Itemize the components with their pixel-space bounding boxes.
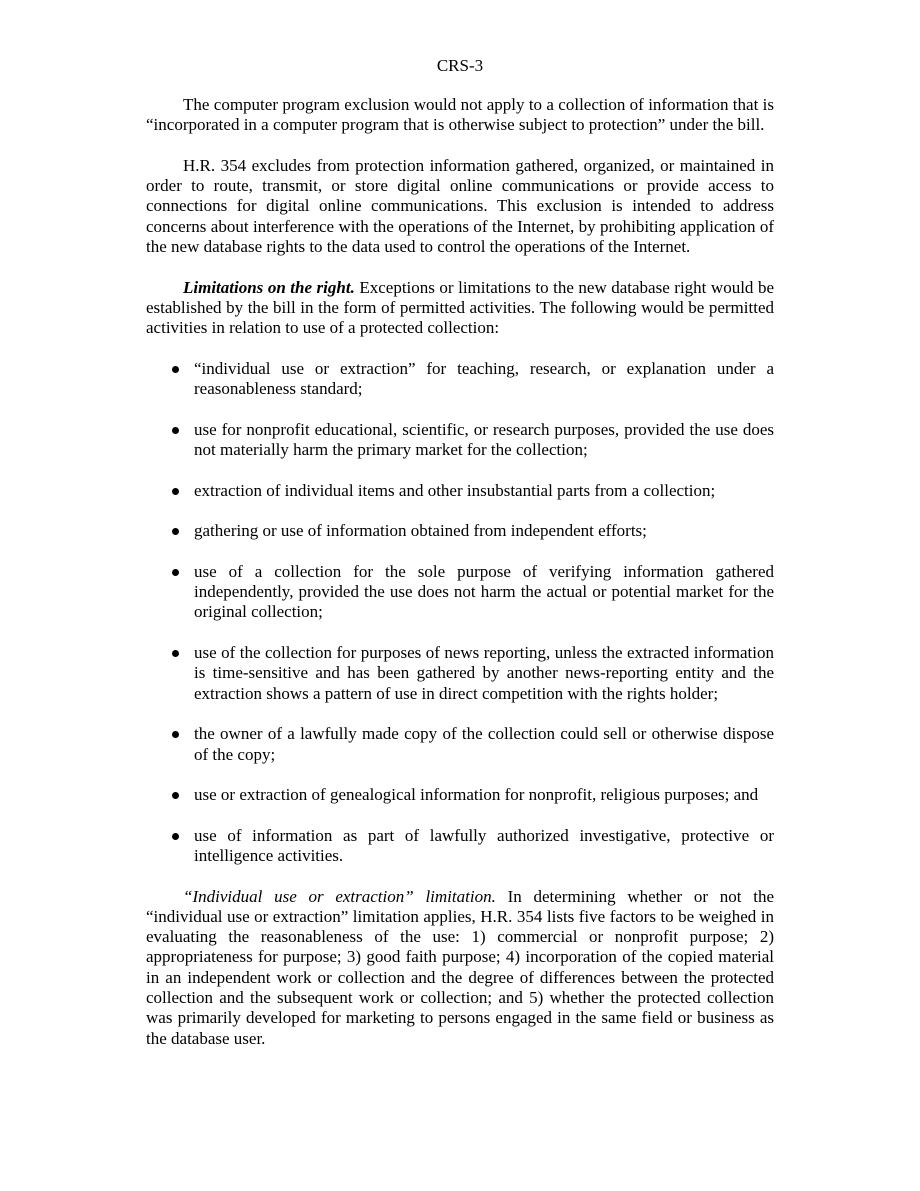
- list-item-text: use of information as part of lawfully authorized investigative, protective or intelligence activities.: [194, 825, 774, 865]
- list-item-text: “individual use or extraction” for teaching, research, or explanation under a reasonableness standard;: [194, 358, 774, 399]
- list-item: [146, 359, 774, 400]
- bullet-icon: [172, 650, 179, 657]
- bullet-icon: [172, 731, 179, 738]
- list-item-text: extraction of individual items and other insubstantial parts from a collection;: [194, 480, 716, 500]
- list-item-text: use for nonprofit educational, scientific, or research purposes, provided the use does not materially harm the primary market for the collection;: [194, 419, 774, 460]
- list-item: [146, 521, 774, 541]
- list-item-text: use or extraction of genealogical information for nonprofit, religious purposes; and: [194, 785, 759, 805]
- list-item-text: gathering or use of information obtained from independent efforts;: [194, 521, 647, 541]
- list-item: [146, 785, 774, 805]
- bullet-icon: [172, 427, 179, 434]
- bullet-icon: [172, 488, 179, 495]
- permitted-activities-list: [146, 359, 774, 866]
- page-header: CRS-3: [436, 56, 484, 75]
- individual-use-body: In determining whether or not the “individual use or extraction” limitation applies, H.R. 354 lists five factors to be weighed in evaluating the reasonableness of the use: 1) commercial or nonprofit purpose; 2) appropriateness for purpose; 3) good faith purpose; 4) incorporation of the copied material in an independent work or collection and the degree of differences between the protected collection and the subsequent work or collection; and 5) whether the protected collection was primarily developed for marketing to persons engaged in the same field or business as the database user.: [146, 886, 774, 1048]
- list-item: [146, 481, 774, 501]
- paragraph-computer-program-exclusion: The computer program exclusion would not apply to a collection of information that is “incorporated in a computer program that is otherwise subject to protection” under the bill.: [146, 95, 774, 135]
- document-page: [146, 0, 774, 1069]
- paragraph-individual-use-limitation: [146, 887, 774, 1049]
- list-item: [146, 420, 774, 461]
- bullet-icon: [172, 792, 179, 799]
- list-item: [146, 562, 774, 623]
- list-item-text: use of the collection for purposes of news reporting, unless the extracted information is time-sensitive and has been gathered by another news-reporting entity and the extraction shows a pattern of use in direct competition with the rights holder;: [194, 643, 774, 703]
- bullet-icon: [172, 528, 179, 535]
- list-item: [146, 643, 774, 704]
- limitations-heading: Limitations on the right.: [183, 277, 355, 297]
- list-item-text: use of a collection for the sole purpose of verifying information gathered independently, provided the use does not harm the actual or potential market for the original collection;: [194, 561, 774, 622]
- list-item: [146, 826, 774, 867]
- list-item: [146, 724, 774, 765]
- bullet-icon: [172, 833, 179, 840]
- bullet-icon: [172, 569, 179, 576]
- individual-use-heading: “Individual use or extraction” limitation.: [183, 886, 496, 906]
- limitations-body: Exceptions or limitations to the new database right would be established by the bill in the form of permitted activities. The following would be permitted activities in relation to use of a protected collection:: [146, 277, 774, 338]
- paragraph-limitations: [146, 278, 774, 339]
- list-item-text: the owner of a lawfully made copy of the collection could sell or otherwise dispose of the copy;: [194, 724, 774, 764]
- bullet-icon: [172, 366, 179, 373]
- paragraph-online-communications-exclusion: H.R. 354 excludes from protection information gathered, organized, or maintained in order to route, transmit, or store digital online communications or provide access to connections for digital online communications. This exclusion is intended to address concerns about interference with the operations of the Internet, by prohibiting application of the new database rights to the data used to control the operations of the Internet.: [146, 155, 774, 257]
